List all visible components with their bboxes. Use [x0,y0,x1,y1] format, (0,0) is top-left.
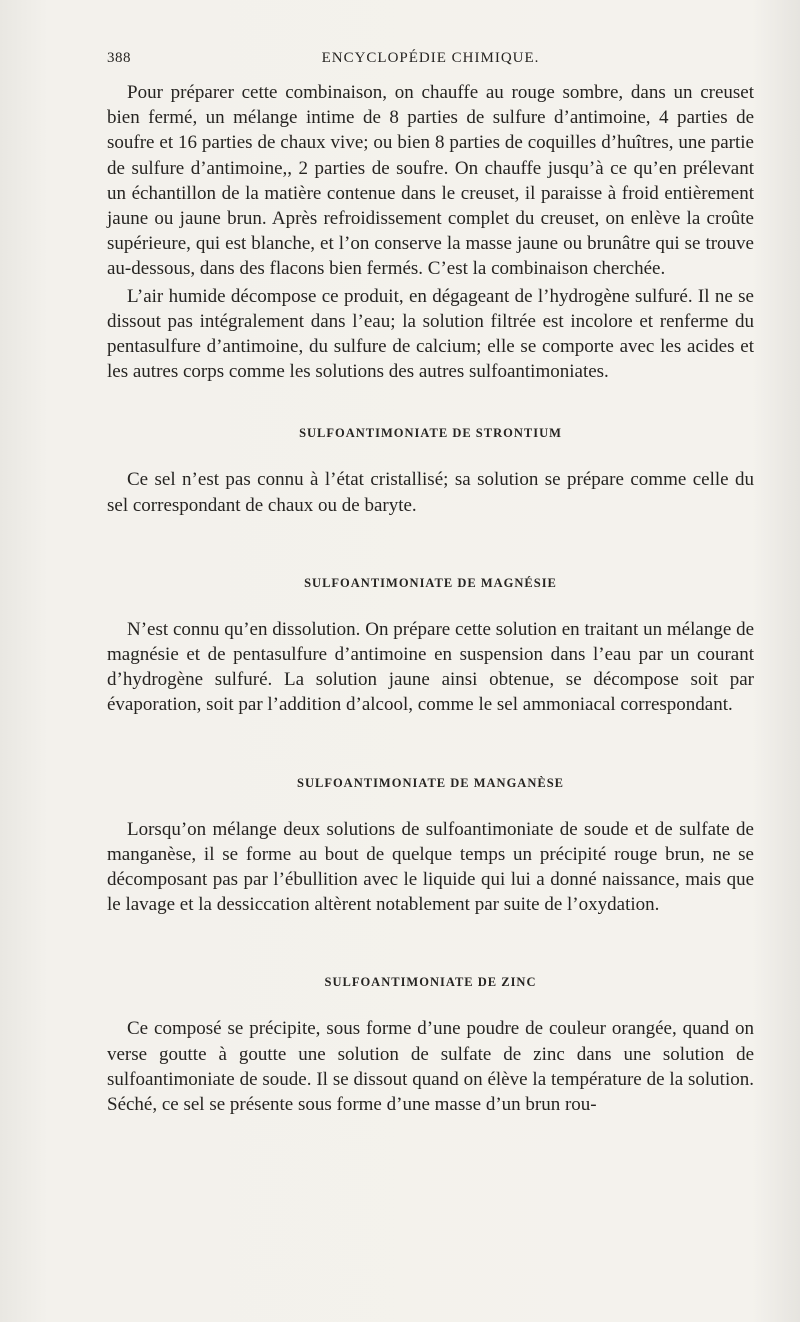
paragraph-magnesie: N’est connu qu’en dissolution. On prépare cette solution en traitant un mélange de magnésie et de pentasulfure d’antimoine en suspension dans l’eau par un courant d’hydrogène sulfuré. La solution jaune ainsi obtenue, se décompose soit par évaporation, soit par l’addition d’alcool, comme le sel ammoniacal correspondant. [107,618,754,716]
page-header [107,50,754,70]
section-title-magnesie: SULFOANTIMONIATE DE MAGNÉSIE [304,575,557,590]
paragraph-manganese: Lorsqu’on mélange deux solutions de sulfoantimoniate de soude et de sulfate de manganèse, il se forme au bout de quelque temps un précipité rouge brun, ne se décomposant pas par l’ébullition avec le liquide qui lui a donné naissance, mais que le lavage et la dessiccation altèrent notablement par suite de l’oxydation. [107,818,754,916]
section-title-manganese: SULFOANTIMONIATE DE MANGANÈSE [297,775,564,790]
page-body [107,80,754,1117]
paragraph-decomposition: L’air humide décompose ce produit, en dégageant de l’hydrogène sulfuré. Il ne se dissout pas intégralement dans l’eau; la solution filtrée est incolore et renferme du pentasulfure d’antimoine, du sulfure de calcium; elle se comporte avec les acides et les autres corps comme les solutions des autres sulfoantimoniates. [107,285,754,383]
running-title: ENCYCLOPÉDIE CHIMIQUE. [321,50,540,66]
page-number: 388 [107,50,131,66]
section-title-zinc: SULFOANTIMONIATE DE ZINC [324,975,537,990]
paragraph-preparation: Pour préparer cette combinaison, on chauffe au rouge sombre, dans un creuset bien fermé, un mélange intime de 8 parties de sulfure d’antimoine, 4 parties de soufre et 16 parties de chaux vive; ou bien 8 parties de coquilles d’huîtres, une partie de sulfure d’antimoine,, 2 parties de soufre. On chauffe jusqu’à ce qu’en prélevant un échantillon de la matière contenue dans le creuset, il paraisse à froid entièrement jaune ou jaune brun. Après refroidissement complet du creuset, on enlève la croûte supérieure, qui est blanche, et l’on conserve la masse jaune ou brunâtre qui se trouve au-dessous, dans des flacons bien fermés. C’est la combinaison cherchée. [107,82,754,280]
paragraph-strontium: Ce sel n’est pas connu à l’état cristallisé; sa solution se prépare comme celle du sel correspondant de chaux ou de baryte. [107,469,754,516]
section-title-strontium: SULFOANTIMONIATE DE STRONTIUM [299,426,562,441]
paragraph-zinc: Ce composé se précipite, sous forme d’une poudre de couleur orangée, quand on verse goutte à goutte une solution de sulfate de zinc dans une solution de sulfoantimoniate de soude. Il se dissout quand on élève la température de la solution. Séché, ce sel se présente sous forme d’une masse d’un brun rou- [107,1018,754,1116]
